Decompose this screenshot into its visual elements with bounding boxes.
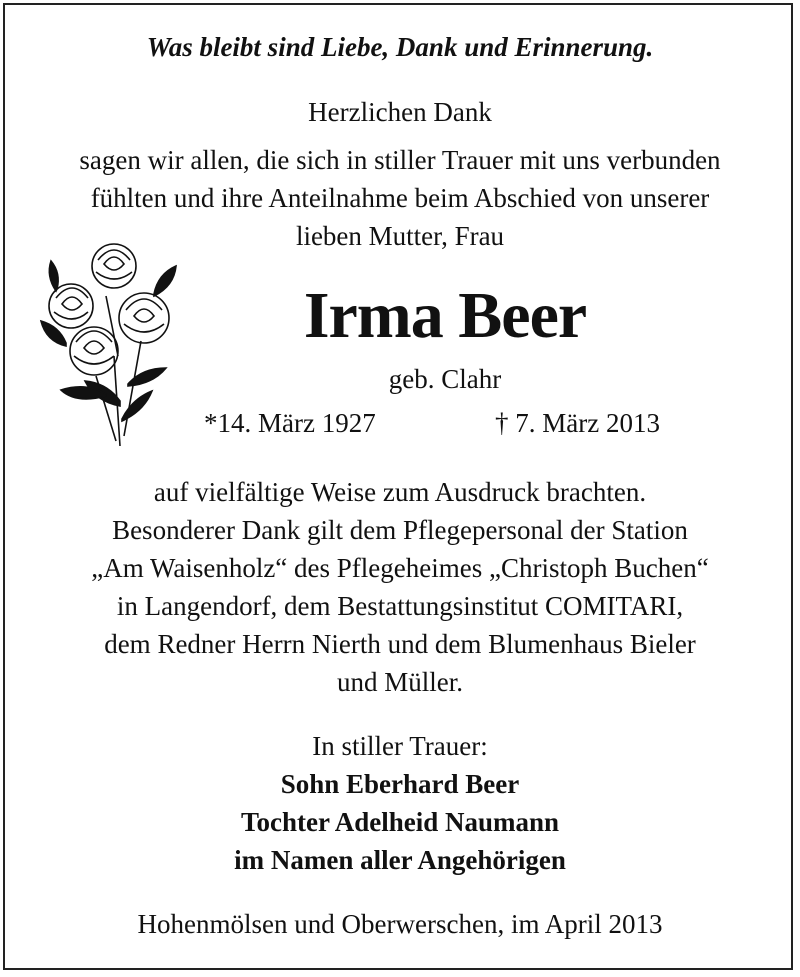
mourner-2: Tochter Adelheid Naumann [240, 807, 560, 837]
body-line-4: in Langendorf, dem Bestattungsinstitut COMITARI, [116, 591, 684, 621]
intro-line-2: fühlten und ihre Anteilnahme beim Abschied von unserer [90, 183, 710, 213]
death-date: † 7. März 2013 [495, 408, 660, 438]
mourner-1: Sohn Eberhard Beer [280, 769, 520, 799]
body-line-5: dem Redner Herrn Nierth und dem Blumenhaus Bieler [104, 629, 696, 659]
intro-line-3: lieben Mutter, Frau [295, 221, 505, 251]
intro-line-1: sagen wir allen, die sich in stiller Trauer mit uns verbunden [79, 145, 721, 175]
motto: Was bleibt sind Liebe, Dank und Erinnerung. [146, 32, 654, 62]
body-line-3: „Am Waisenholz“ des Pflegeheimes „Christoph Buchen“ [91, 553, 709, 583]
mourner-3: im Namen aller Angehörigen [234, 845, 566, 875]
mourning-label: In stiller Trauer: [312, 731, 488, 761]
place-date: Hohenmölsen und Oberwerschen, im April 2013 [137, 909, 663, 939]
birth-date: *14. März 1927 [204, 408, 376, 438]
body-line-1: auf vielfältige Weise zum Ausdruck brachten. [153, 477, 647, 507]
body-line-2: Besonderer Dank gilt dem Pflegepersonal der Station [112, 515, 688, 545]
birth-name: geb. Clahr [388, 364, 502, 394]
thanks-heading: Herzlichen Dank [308, 97, 492, 127]
deceased-name: Irma Beer [303, 279, 587, 352]
body-line-6: und Müller. [337, 667, 463, 697]
